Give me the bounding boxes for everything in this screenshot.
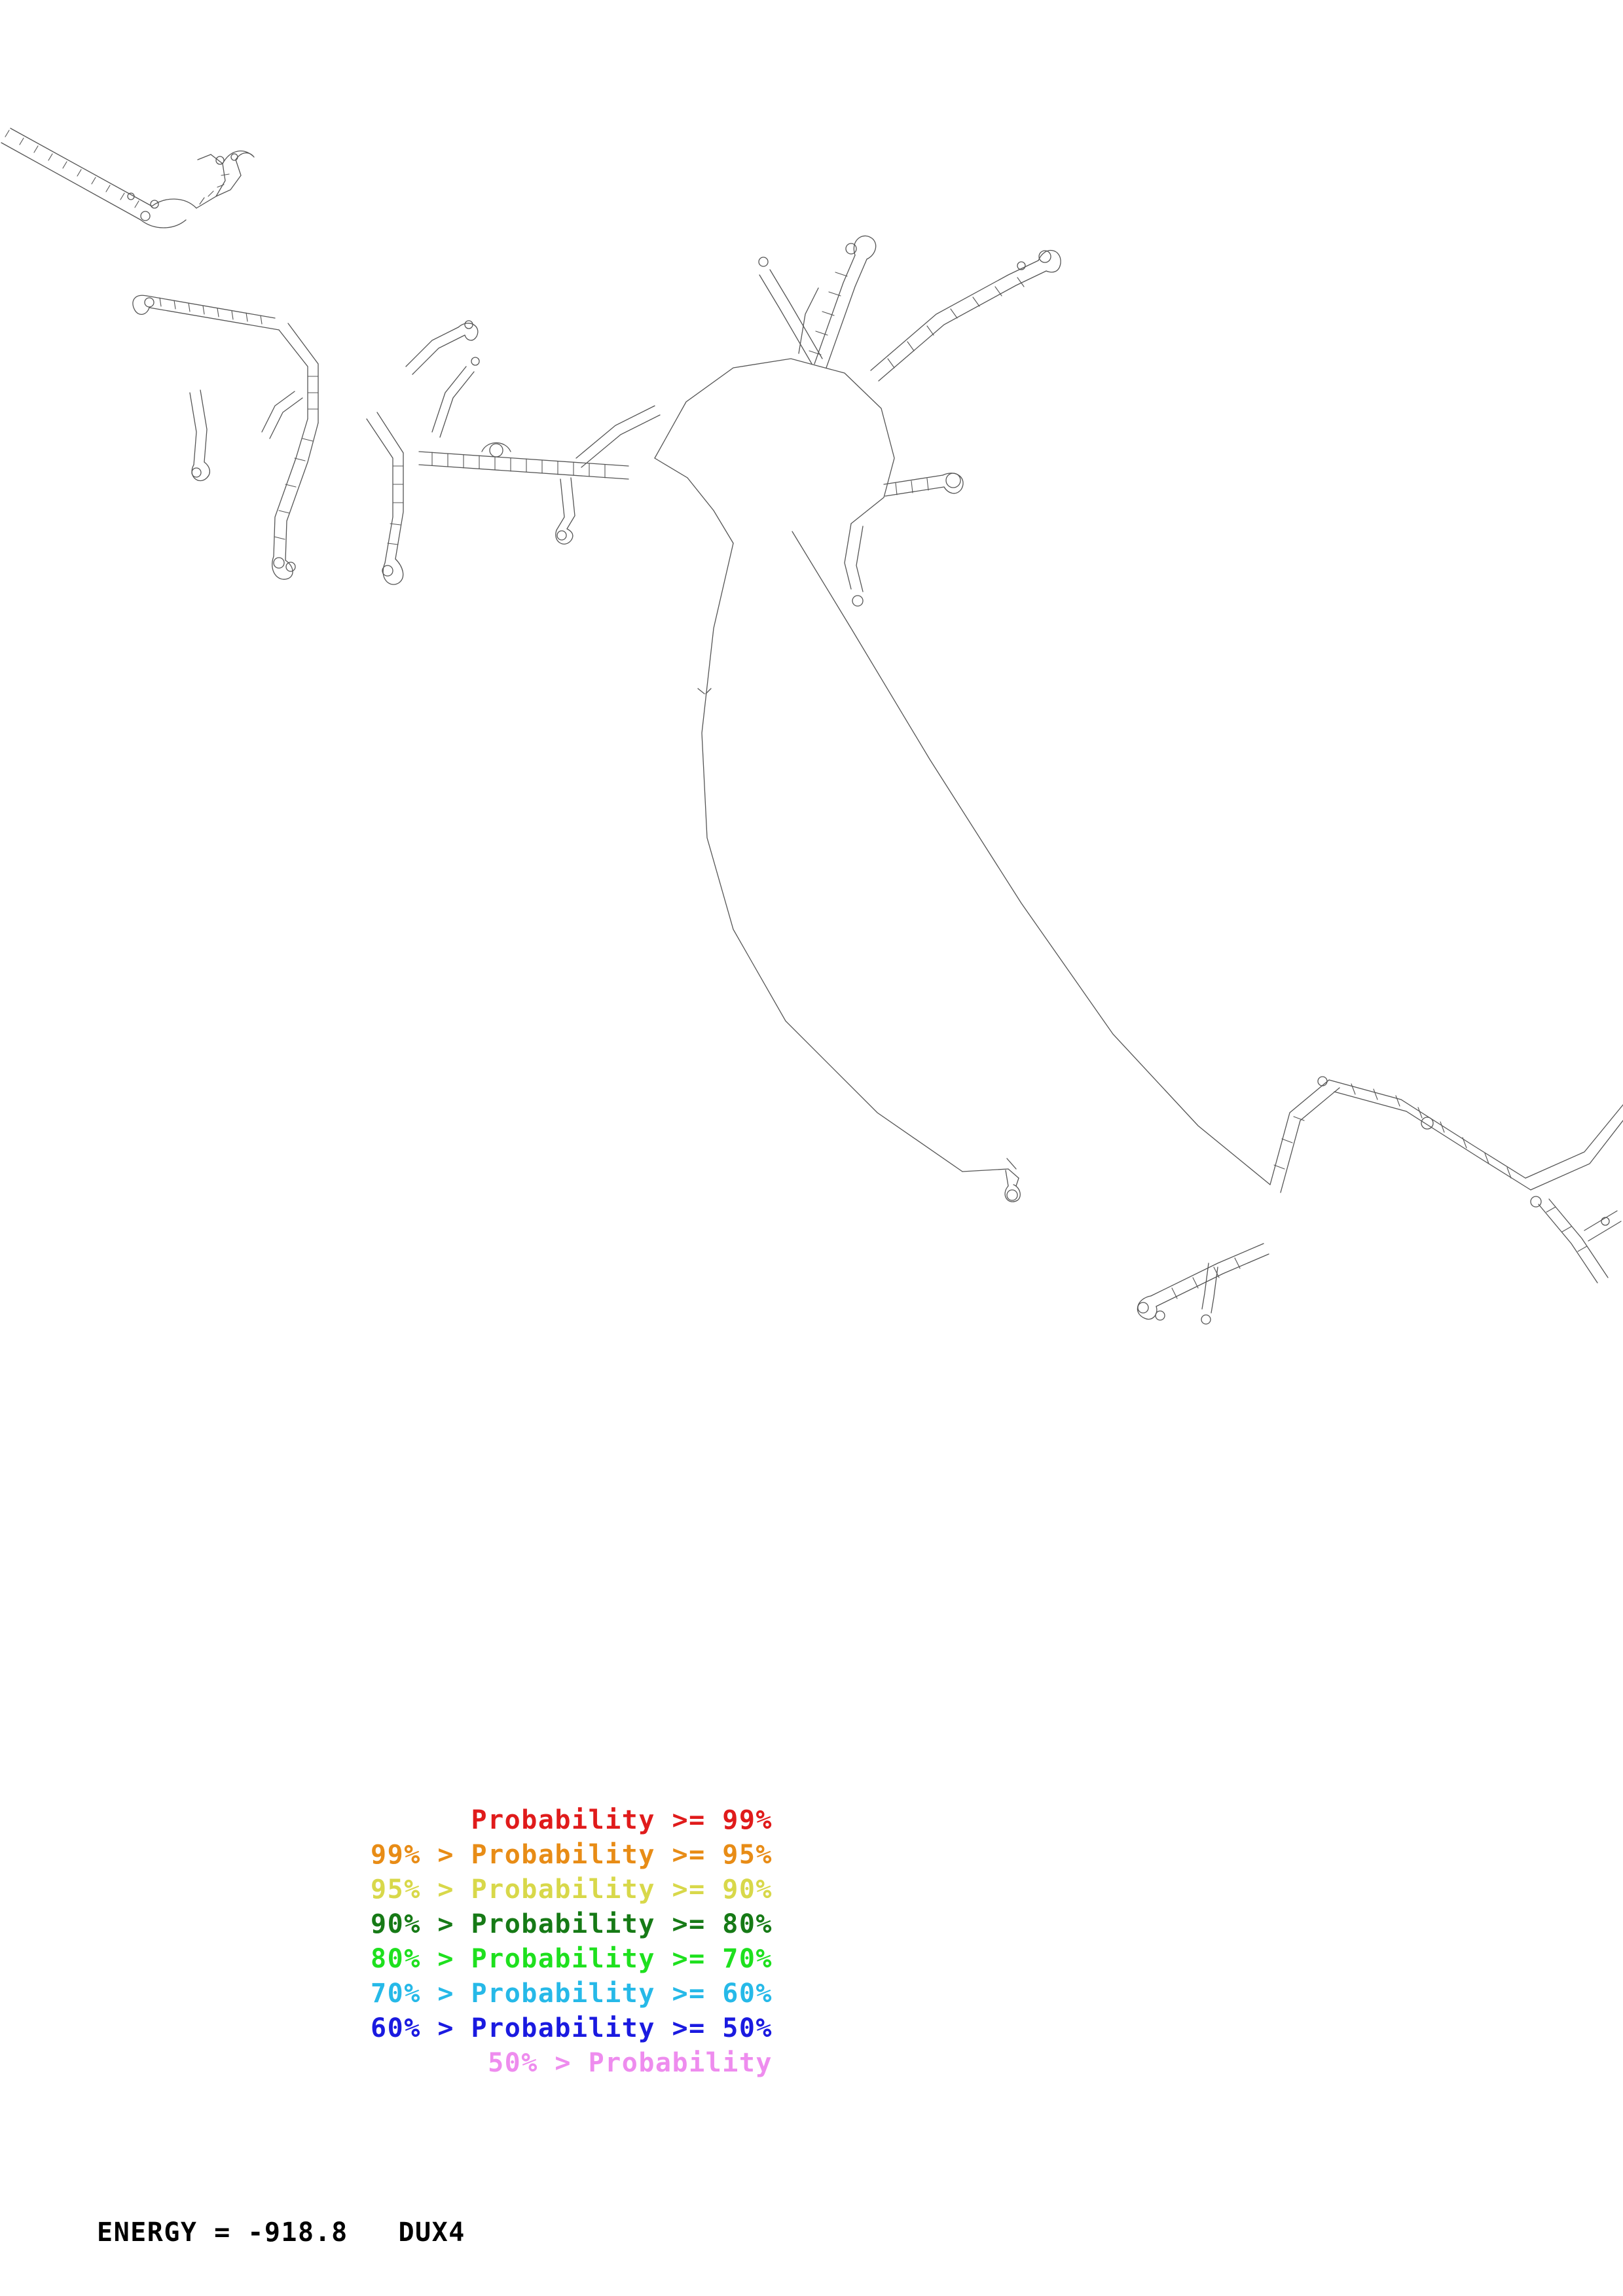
legend-row-95: 99% > Probability >= 95% [371, 1840, 773, 1870]
legend-row-80: 90% > Probability >= 80% [371, 1909, 773, 1939]
legend-row-90: 95% > Probability >= 90% [371, 1874, 773, 1905]
legend-row-below-50: 50% > Probability [488, 2048, 773, 2078]
probability-legend [0, 1806, 773, 2084]
legend-row-99: Probability >= 99% [471, 1805, 773, 1835]
legend-row-70: 80% > Probability >= 70% [371, 1944, 773, 1974]
legend-row-50: 60% > Probability >= 50% [371, 2013, 773, 2043]
structure-strokes [1, 128, 1623, 1324]
energy-label: ENERGY = -918.8 DUX4 [97, 2217, 465, 2248]
legend-row-60: 70% > Probability >= 60% [371, 1979, 773, 2009]
